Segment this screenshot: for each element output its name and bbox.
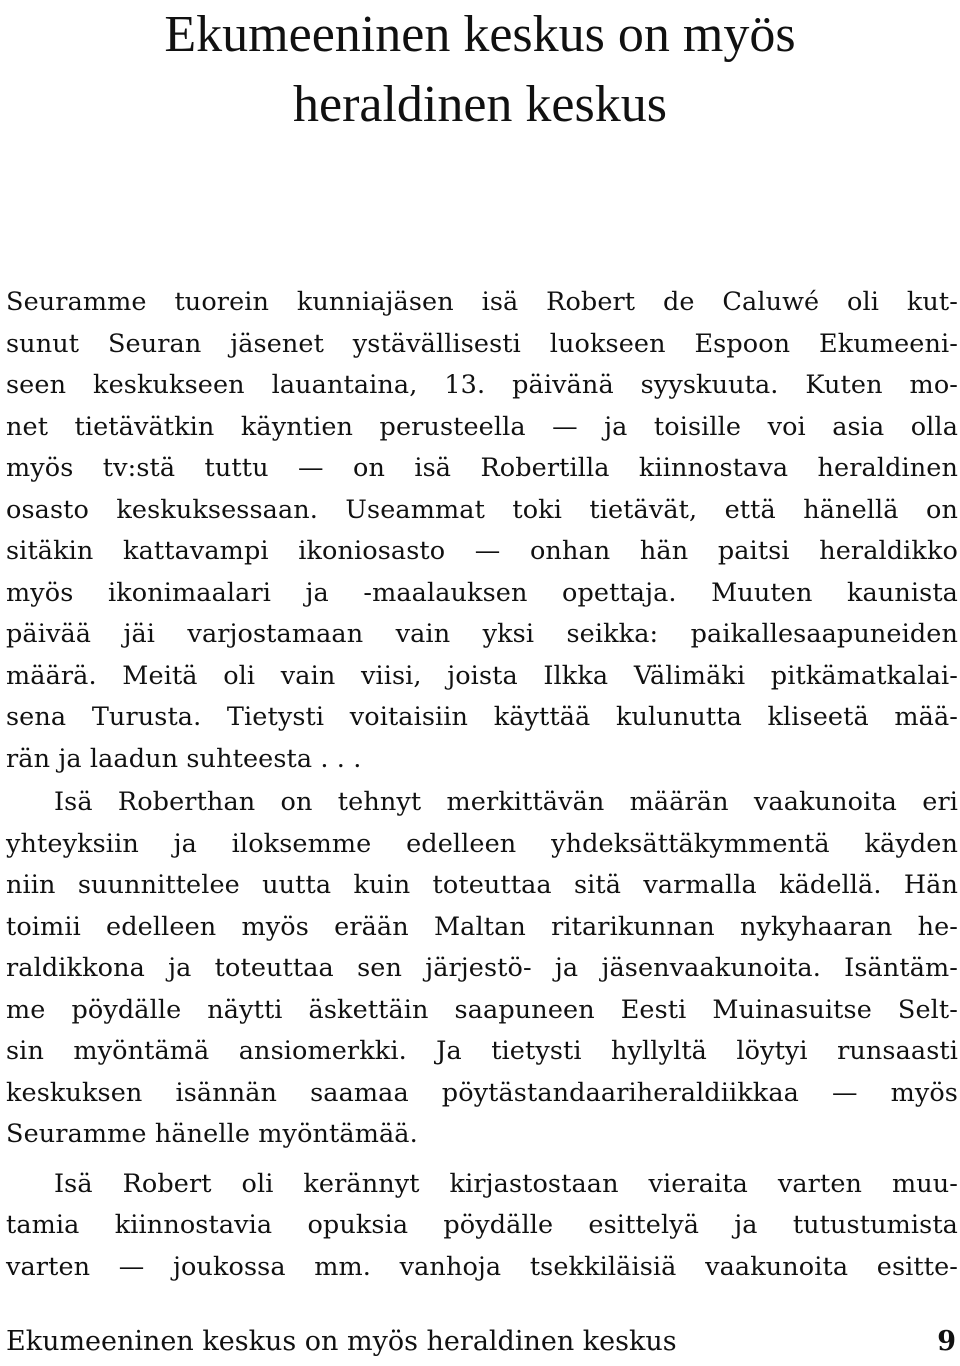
paragraph-1-line: myös ikonimaalari ja -maalauksen opettaja. Muuten kaunista (6, 577, 958, 608)
article-title (0, 0, 960, 140)
paragraph-2-line: me pöydälle näytti äskettäin saapuneen Eesti Muinasuitse Selt- (6, 994, 958, 1025)
paragraph-2-line: sin myöntämä ansiomerkki. Ja tietysti hyllyltä löytyi runsaasti (6, 1036, 958, 1066)
paragraph-1-line: myös tv:stä tuttu — on isä Robertilla kiinnostava heraldinen (6, 453, 958, 483)
paragraph-2-line: Seuramme hänelle myöntämää. (6, 1119, 418, 1149)
paragraph-2-line: keskuksen isännän saamaa pöytästandaariheraldiikkaa — myös (6, 1077, 958, 1108)
article-title-line-2: heraldinen keskus (292, 76, 667, 133)
paragraph-1-line: sunut Seuran jäsenet ystävällisesti luokseen Espoon Ekumeeni- (6, 328, 958, 359)
paragraph-2-line: raldikkona ja toteuttaa sen järjestö- ja jäsenvaakunoita. Isäntäm- (6, 953, 958, 983)
running-footer-title: Ekumeeninen keskus on myös heraldinen keskus (6, 1326, 677, 1357)
paragraph-1-line: sitäkin kattavampi ikoniosasto — onhan hän paitsi heraldikko (6, 536, 958, 566)
paragraph-2-line: niin suunnittelee uutta kuin toteuttaa sitä varmalla kädellä. Hän (6, 870, 958, 900)
page-number: 9 (937, 1326, 956, 1357)
paragraph-1-line: sena Turusta. Tietysti voitaisiin käyttää kulunutta kliseetä mää- (6, 702, 958, 732)
paragraph-2-line: Isä Roberthan on tehnyt merkittävän määrän vaakunoita eri (54, 787, 958, 817)
paragraph-2-line: yhteyksiin ja iloksemme edelleen yhdeksättäkymmentä käyden (6, 828, 958, 859)
paragraph-1-line: osasto keskuksessaan. Useammat toki tietävät, että hänellä on (6, 494, 958, 525)
paragraph-1-line: net tietävätkin käyntien perusteella — ja toisille voi asia olla (6, 411, 958, 442)
paragraph-1-line: määrä. Meitä oli vain viisi, joista Ilkka Välimäki pitkämatkalai- (6, 660, 958, 691)
paragraph-1 (6, 282, 958, 780)
article-body (6, 282, 958, 1288)
paragraph-1-line: seen keskukseen lauantaina, 13. päivänä syyskuuta. Kuten mo- (6, 370, 958, 400)
paragraph-1-line: Seuramme tuorein kunniajäsen isä Robert de Caluwé oli kut- (6, 287, 958, 317)
paragraph-1-line: rän ja laadun suhteesta . . . (6, 743, 362, 774)
paragraph-1-line: päivää jäi varjostamaan vain yksi seikka: paikallesaapuneiden (6, 619, 958, 649)
paragraph-2 (6, 782, 958, 1156)
paragraph-2-line: toimii edelleen myös erään Maltan ritarikunnan nykyhaaran he- (6, 911, 958, 942)
article-title-line-1: Ekumeeninen keskus on myös (164, 6, 796, 63)
paragraph-3 (6, 1164, 958, 1289)
paragraph-3-line: varten — joukossa mm. vanhoja tsekkiläisiä vaakunoita esitte- (6, 1251, 958, 1282)
paragraph-3-line: tamia kiinnostavia opuksia pöydälle esittelyä ja tutustumista (6, 1210, 958, 1240)
paragraph-3-line: Isä Robert oli kerännyt kirjastostaan vieraita varten muu- (54, 1168, 958, 1199)
